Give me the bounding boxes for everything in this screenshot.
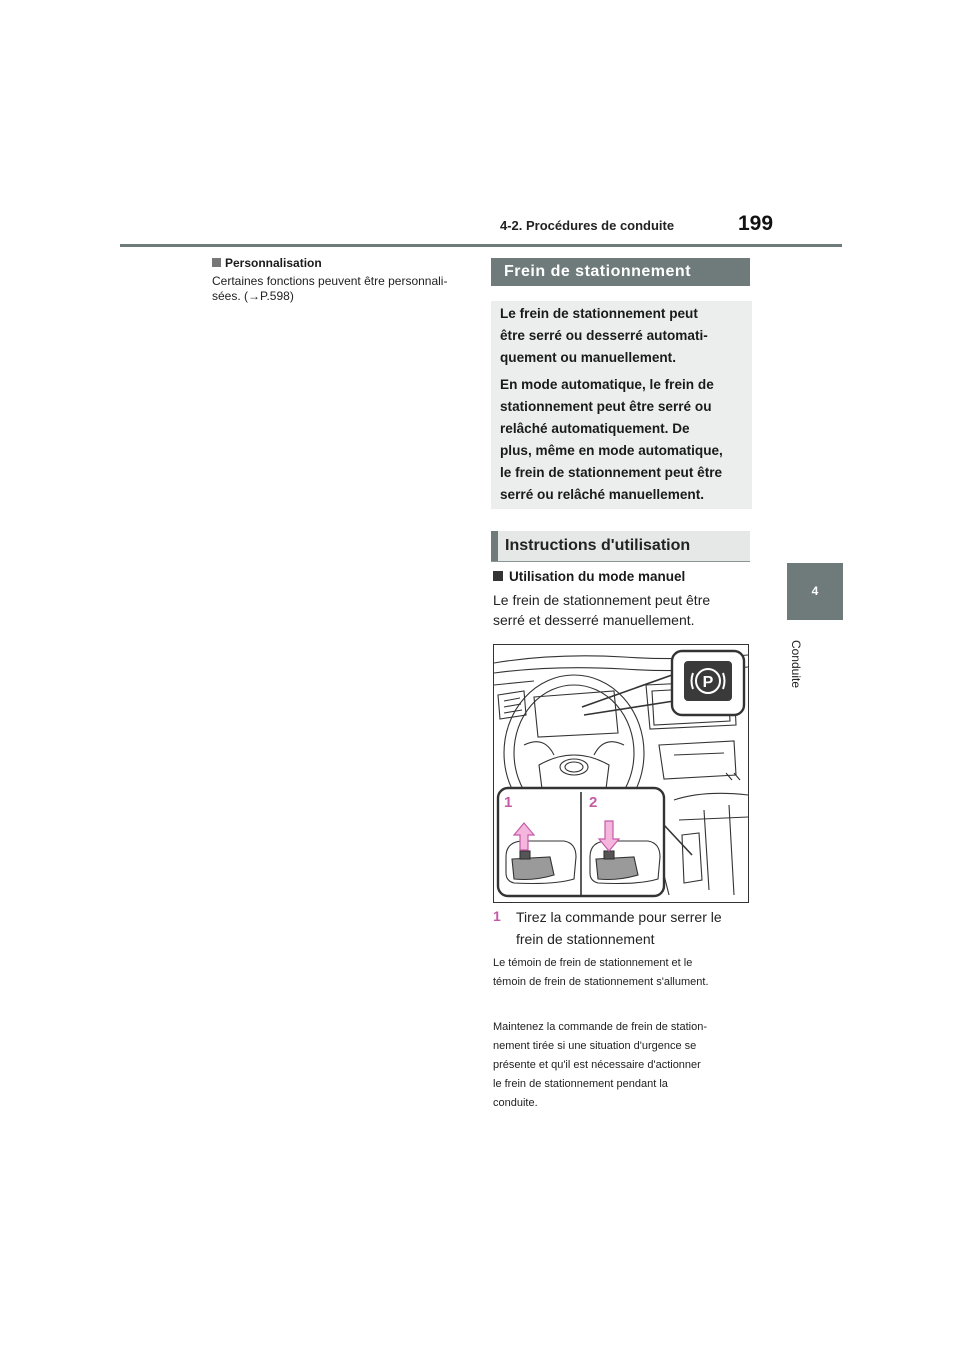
intro-line: être serré ou desserré automati- [500, 328, 708, 343]
header-rule [120, 244, 842, 247]
intro-line: plus, même en mode automatique, [500, 443, 723, 458]
intro-line: serré ou relâché manuellement. [500, 487, 704, 502]
intro-line: En mode automatique, le frein de [500, 377, 714, 392]
parking-brake-indicator-icon: P [702, 674, 714, 691]
intro-line: Le frein de stationnement peut [500, 306, 698, 321]
note-line: témoin de frein de stationnement s'allument. [493, 976, 709, 988]
step-number: 1 [493, 908, 501, 924]
banner-title: Frein de stationnement [504, 263, 692, 280]
step-line: Tirez la commande pour serrer le [516, 909, 722, 925]
step-line: frein de stationnement [516, 931, 655, 947]
square-bullet-icon [212, 258, 221, 267]
section-banner-parking-brake [491, 258, 750, 286]
personalisation-heading [212, 256, 322, 270]
intro-line: quement ou manuellement. [500, 350, 676, 365]
body-line: Le frein de stationnement peut être [493, 592, 711, 608]
note-line: le frein de stationnement pendant la [493, 1078, 668, 1090]
note-line: Maintenez la commande de frein de station- [493, 1021, 708, 1033]
intro-line: relâché automatiquement. De [500, 421, 690, 436]
intro-line: stationnement peut être serré ou [500, 399, 712, 414]
body-line: serré et desserré manuellement. [493, 612, 695, 628]
chapter-label: Conduite [789, 639, 803, 689]
note-emergency [493, 1018, 755, 1113]
section-banner-instructions [491, 531, 750, 561]
page-number: 199 [738, 212, 774, 235]
chapter-tab[interactable]: 4 [787, 563, 843, 620]
step-label-2: 2 [589, 794, 598, 811]
note-line: conduite. [493, 1097, 538, 1109]
personalisation-body-link[interactable]: sées. (→P.598) [212, 289, 294, 303]
personalisation-heading-text: Personnalisation [225, 256, 322, 270]
square-bullet-icon [493, 571, 503, 581]
banner-rule [491, 561, 750, 562]
step-label-1: 1 [504, 794, 513, 811]
note-line: présente et qu'il est nécessaire d'actionner [493, 1059, 701, 1071]
personalisation-body [212, 274, 470, 304]
dashboard-drawing [494, 645, 748, 902]
intro-line: le frein de stationnement peut être [500, 465, 723, 480]
intro-box [491, 301, 752, 509]
chapter-label-wrap [790, 629, 802, 699]
step-text [516, 906, 752, 950]
manual-mode-heading [493, 569, 685, 584]
note-line: Le témoin de frein de stationnement et le [493, 957, 693, 969]
personalisation-body-line: Certaines fonctions peuvent être personnali- [212, 274, 448, 288]
manual-mode-body [493, 590, 753, 630]
parking-brake-illustration [493, 644, 749, 903]
note-line: nement tirée si une situation d'urgence se [493, 1040, 697, 1052]
note-indicator [493, 954, 755, 992]
banner-title: Instructions d'utilisation [505, 537, 691, 554]
section-title: 4-2. Procédures de conduite [500, 218, 675, 233]
manual-mode-heading-text: Utilisation du mode manuel [509, 569, 686, 584]
